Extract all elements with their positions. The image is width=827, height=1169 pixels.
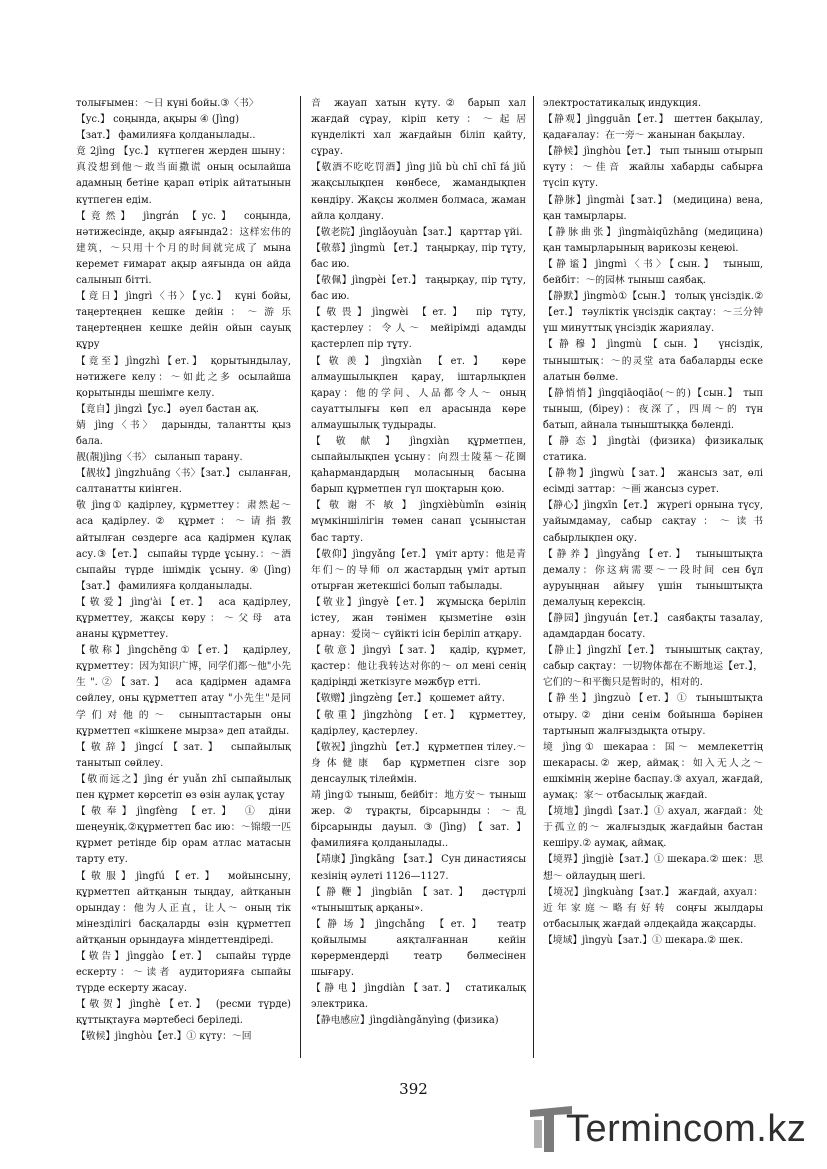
- dictionary-entry: 音 жауап хатын күту.② барып хал жағдай сұрау, кіріп кету：～起居 күнделікті хал жағдайын біліп қайту, сұрау.: [311, 98, 526, 158]
- dictionary-entry: электростатикалық индукция.: [543, 98, 702, 109]
- column-middle: [311, 96, 526, 1066]
- dictionary-entry: 敬 jìng① қадірлеу, құрметтеу：肃然起～ аса қадірлеу.② құрмет：～请指教 айтылған сөздерге аса қадірмен құлақ асу.③【ет.】 сыпайы түрде ұсыну.：～酒 сыпайы түрде ішімдік ұсыну.④(Jìng)【зат.】 фамилияға қолданылады.: [76, 500, 291, 592]
- dictionary-entry: 【敬爱】jìng'ài【ет.】 аса қадірлеу, құрметтеу, жақсы көру：～父母 ата ананы құрметтеу.: [76, 596, 291, 641]
- column-right: [543, 96, 763, 1066]
- dictionary-entry: 【敬重】jìngzhòng 【ет.】 құрметтеу, қадірлеу, қастерлеу.: [311, 709, 526, 737]
- dictionary-entry: 【静物】jìngwù【зат.】 жансыз зат, өлі есімді заттар：～画 жансыз сурет.: [543, 468, 763, 496]
- dictionary-entry: 【敬而远之】jìng ér yuǎn zhī сыпайылық пен құрмет көрсетіп өз өзін аулақ ұстау: [76, 773, 291, 802]
- dictionary-entry: 【敬畏】jìngwèi 【ет.】 пір тұту, қастерлеу：令人～ мейірімді адамды қастерлеп пір тұту.: [311, 307, 526, 351]
- dictionary-entry: 【静穆】jìngmù【сын.】 үнсіздік, тыныштық：～的灵堂 ата бабаларды еске алатын бөлме.: [543, 339, 763, 383]
- dictionary-entry: 【静默】jìngmò①【сын.】 толық үнсіздік.②【ет.】 тәуліктік үнсіздік сақтау：～三分钟 үш минуттық үнсіздік жариялау.: [543, 291, 763, 335]
- dictionary-entry: 【静电感应】jìngdiàngǎnyìng (физика): [311, 1015, 499, 1027]
- dictionary-entry: 【静脉曲张】jìngmàiqūzhāng (медицина) қан тамырларының варикозы кеңеюі.: [543, 226, 763, 254]
- dictionary-entry: 【静心】jìngxīn【ет.】 жүрегі орнына түсу, уайымдамау, сабыр сақтау：～读书 сабырлықпен оқу.: [543, 500, 763, 544]
- dictionary-entry: 【静悄悄】jìngqiāoqiāo(～的)【сын.】 тып тыныш, (біреу)：夜深了，四周～的 түн батып, айнала тыныштыққа бөленді.: [543, 387, 763, 431]
- dictionary-entry: 【静态】jìngtài (физика) физикалық статика.: [543, 435, 763, 464]
- dictionary-entry: 【静养】jìngyǎng【ет.】 тыныштықта демалу：你这病需要～一段时间 сен бұл ауруыңнан айығу үшін тыныштықта демалуың керексің.: [543, 548, 763, 608]
- dictionary-entry: 【敬赠】jìngzèng【ет.】 қошемет айту.: [311, 693, 505, 705]
- dictionary-entry: 【敬献】jìngxiàn құрметпен, сыпайылықпен ұсыну：向烈士陵墓～花圈 қаһармандардың моласының басына барып құрметпен гүл шоқтарын қою.: [311, 435, 526, 496]
- dictionary-entry: 【敬称】jìngchēng①【ет.】 қадірлеу, құрметтеу：因为知识广博，同学们都～他"小先生".②【зат.】 аса қадірмен адамға сөйлеу, оны құрметтеп атау "小先生"是同学们对他的～ сыныптастарын оны құрметтеп «кішкене мырза» деп атайды.: [76, 645, 291, 737]
- dictionary-entry: 【竟至】jìngzhì【ет.】 қорытындылау, нәтижеге келу：～如此之多 осылайша қорытынды шешімге келу.: [76, 355, 291, 399]
- dictionary-entry: 【敬业】jìngyè【ет.】 жұмысқа беріліп істеу, жан тәнімен қызметіне өзін арнау：爱岗～ сүйікті ісін беріліп атқару.: [311, 596, 526, 641]
- dictionary-entry: 【静止】jìngzhǐ【ет.】 тыныштық сақтау, сабыр сақтау：一切物体都在不断地运【ет.】，它们的～和平衡只是暂时的，相对的.: [543, 645, 763, 689]
- dictionary-entry: 【敬仰】jìngyǎng【ет.】 үміт арту：他是青年们～的导师 ол жастардың үміт артып отырған жетекшісі болып табылады.: [311, 548, 526, 592]
- logo-text: Termincom.kz: [566, 1108, 807, 1150]
- dictionary-entry: 【敬佩】jìngpèi【ет.】 таңырқау, пір тұту, бас ию.: [311, 275, 526, 303]
- dictionary-entry: 【竟自】jìngzì【ус.】 әуел бастан ақ.: [76, 403, 260, 415]
- dictionary-entry: 【境况】jìngkuàng【зат.】 жағдай, ахуал：近年家庭～略有好转 соңғы жылдары отбасылық жағдай әлдеқайда жақсарды.: [543, 886, 763, 930]
- dictionary-entry: 【敬羡】jìngxiàn 【ет.】 көре алмаушылықпен қарау, іштарлықпен қарау：他的学问、人品都令人～ оның сауаттылығы көп ел арасында көре алмаушылық тудырады.: [311, 355, 526, 431]
- column-left: [76, 96, 291, 1066]
- dictionary-entry: 【境地】jìngdì【зат.】① ахуал, жағдай：处于孤立的～ жалғыздық жағдайын бастан кешіру.② аумақ, аймақ.: [543, 806, 763, 850]
- dictionary-entry: 【静脉】jìngmài【зат.】 (медицина) вена, қан тамырлары.: [543, 194, 763, 222]
- dictionary-entry: 靖 jìng① тыныш, бейбіт：地方安～ тыныш жер. ② тұрақты, бірсарынды：～乱 бірсарынды дауыл.③(Jìng)【зат.】 фамилияға қолданылады..: [311, 790, 526, 850]
- page-number: 392: [399, 1080, 428, 1098]
- dictionary-entry: 【敬奉】jìngfèng 【ет.】 ① діни шеңеуніқ.②құрметтеп бас ию：～锦缎一匹 құрмет ретінде бір орам атлас матасын тарту ету.: [76, 806, 291, 866]
- dictionary-entry: 【静场】jìngchǎng 【ет.】 театр қойылымы аяқталғаннан кейін көрермендерді театр бөлмесінен шығару.: [311, 918, 526, 979]
- dictionary-entry: 靓(靚)jìng〈书〉 сыланып тарану.: [76, 452, 243, 464]
- dictionary-entry: 【ус.】 соңында, ақыры ④ (Jìng): [76, 114, 240, 126]
- dictionary-entry: 【敬谢不敏】jìngxièbùmǐn өзінің мүмкіншілігін төмен санап ұсыныстан бас тарту.: [311, 500, 526, 544]
- dictionary-entry: 【敬慕】jìngmù 【ет.】 таңырқау, пір тұту, бас ию.: [311, 242, 526, 270]
- termincom-logo[interactable]: [528, 1102, 818, 1162]
- dictionary-entry: 【敬告】jìnggào【ет.】 сыпайы түрде ескерту：～读者 аудиторияға сыпайы түрде ескерту жасау.: [76, 950, 291, 995]
- dictionary-entry: 【敬候】jìnghòu【ет.】① күту：～回: [76, 1031, 252, 1043]
- dictionary-entry: 【靓妆】jìngzhuāng〈书〉【зат.】 сыланған, салтанатты киінген.: [76, 468, 291, 496]
- dictionary-entry: 【境界】jìngjiè【зат.】① шекара.② шек：思想～ ойлаудың шегі.: [543, 854, 763, 882]
- dictionary-entry: 【静鞭】jìngbiān【зат.】 дәстүрлі «тыныштық арқаны».: [311, 886, 526, 914]
- dictionary-entry: 【静谧】jìngmì〈书〉【сын.】 тыныш, бейбіт：～的园林 тыныш саябақ.: [543, 258, 763, 287]
- dictionary-entry: 【静电】jìngdiàn【зат.】 статикалық электрика.: [311, 983, 526, 1011]
- dictionary-entry: 【敬祝】jìngzhù 【ет.】 құрметпен тілеу.～身体健康 бар құрметпен сізге зор денсаулық тілеймін.: [311, 741, 526, 785]
- dictionary-entry: 【敬意】jìngyì【зат.】 қадір, құрмет, қастер：他让我转达对你的～ ол мені сенің қадіріңді жеткізуге мәжбүр етті.: [311, 645, 526, 689]
- column-divider: [300, 96, 301, 1058]
- dictionary-entry: 【静坐】jìngzuò【ет.】① тыныштықта отыру.② діни сенім бойынша бәрінен тартынып жалғыздықта отыру.: [543, 693, 763, 737]
- dictionary-entry: 【竟日】jìngrì〈书〉【ус.】 күні бойы, таңертеңнен кешке дейін：～游乐 таңертеңнен кешке дейін ойын сауық құру: [76, 291, 291, 351]
- dictionary-entry: 【静候】jìnghòu【ет.】 тып тыныш отырып күту：～佳音 жайлы хабарды сабырға түсіп күту.: [543, 146, 763, 190]
- dictionary-entry: 竟 2jìng 【ус.】 күтпеген жерден шыну：真没想到他～敢当面撒谎 оның осылайша адамның бетіне қарап өтірік айтатынын күтпеген едім.: [76, 146, 291, 206]
- dictionary-entry: 【敬辞】jìngcí【зат.】 сыпайылық танытып сөйлеу.: [76, 741, 291, 769]
- column-divider: [533, 96, 534, 1058]
- dictionary-entry: 【зат.】 фамилияға қолданылады..: [76, 130, 256, 142]
- dictionary-entry: 【靖康】Jìngkāng 【зат.】 Сун династиясы кезінің әулеті 1126—1127.: [311, 854, 526, 882]
- dictionary-entry: 【静园】jìngyuán【ет.】 саябақты тазалау, адамдардан босату.: [543, 613, 763, 641]
- dictionary-entry: 【敬服】jìngfú【ет.】 мойынсыну, құрметтеп айтқанын тыңдау, айтқанын орындау：他为人正直，让人～ оның тік мінезділігі басқаларды өзін құрметтеп айтқанын орындауға міндеттендіреді.: [76, 870, 291, 946]
- dictionary-entry: 【静观】jìngguān【ет.】 шеттен бақылау, қадағалау：在一旁～ жанынан бақылау.: [543, 114, 763, 142]
- dictionary-entry: 境 jìng① шекараa：国～ мемлекеттің шекарасы.② жер, аймақ：如入无人之～ ешкімнің жеріне баспау.③ ахуал, жағдай, аумақ：家～ отбасылық жағдай.: [543, 741, 763, 802]
- dictionary-entry: 【竟然】 jìngrán 【ус.】 соңында, нәтижесінде, ақыр аяғында2：这样宏伟的建筑，～只用十个月的时间就完成了 мына керемет ғимарат ақыр аяғында он айда салынып бітті.: [76, 210, 291, 287]
- dictionary-entry: 【敬贺】jìnghè【ет.】 (ресми түрде) құттықтауға мәртебесі беріледі.: [76, 999, 291, 1027]
- dictionary-entry: толығымен：～日 күні бойы.③〈书〉: [76, 98, 259, 109]
- dictionary-entry: 【敬老院】jìnglǎoyuàn【зат.】 қарттар үйі.: [311, 226, 523, 238]
- dictionary-entry: 【敬酒不吃吃罚酒】jìng jiǔ bù chī chī fá jiǔ жақсылықпен көнбесе, жамандықпен көндіру. Жақсы жолмен болмаса, жаман айла қолдану.: [311, 162, 526, 222]
- dictionary-entry: 婧 jìng〈书〉 дарынды, талантты қыз бала.: [76, 419, 291, 447]
- dictionary-entry: 【境域】jìngyù【зат.】① шекара.② шек.: [543, 934, 744, 946]
